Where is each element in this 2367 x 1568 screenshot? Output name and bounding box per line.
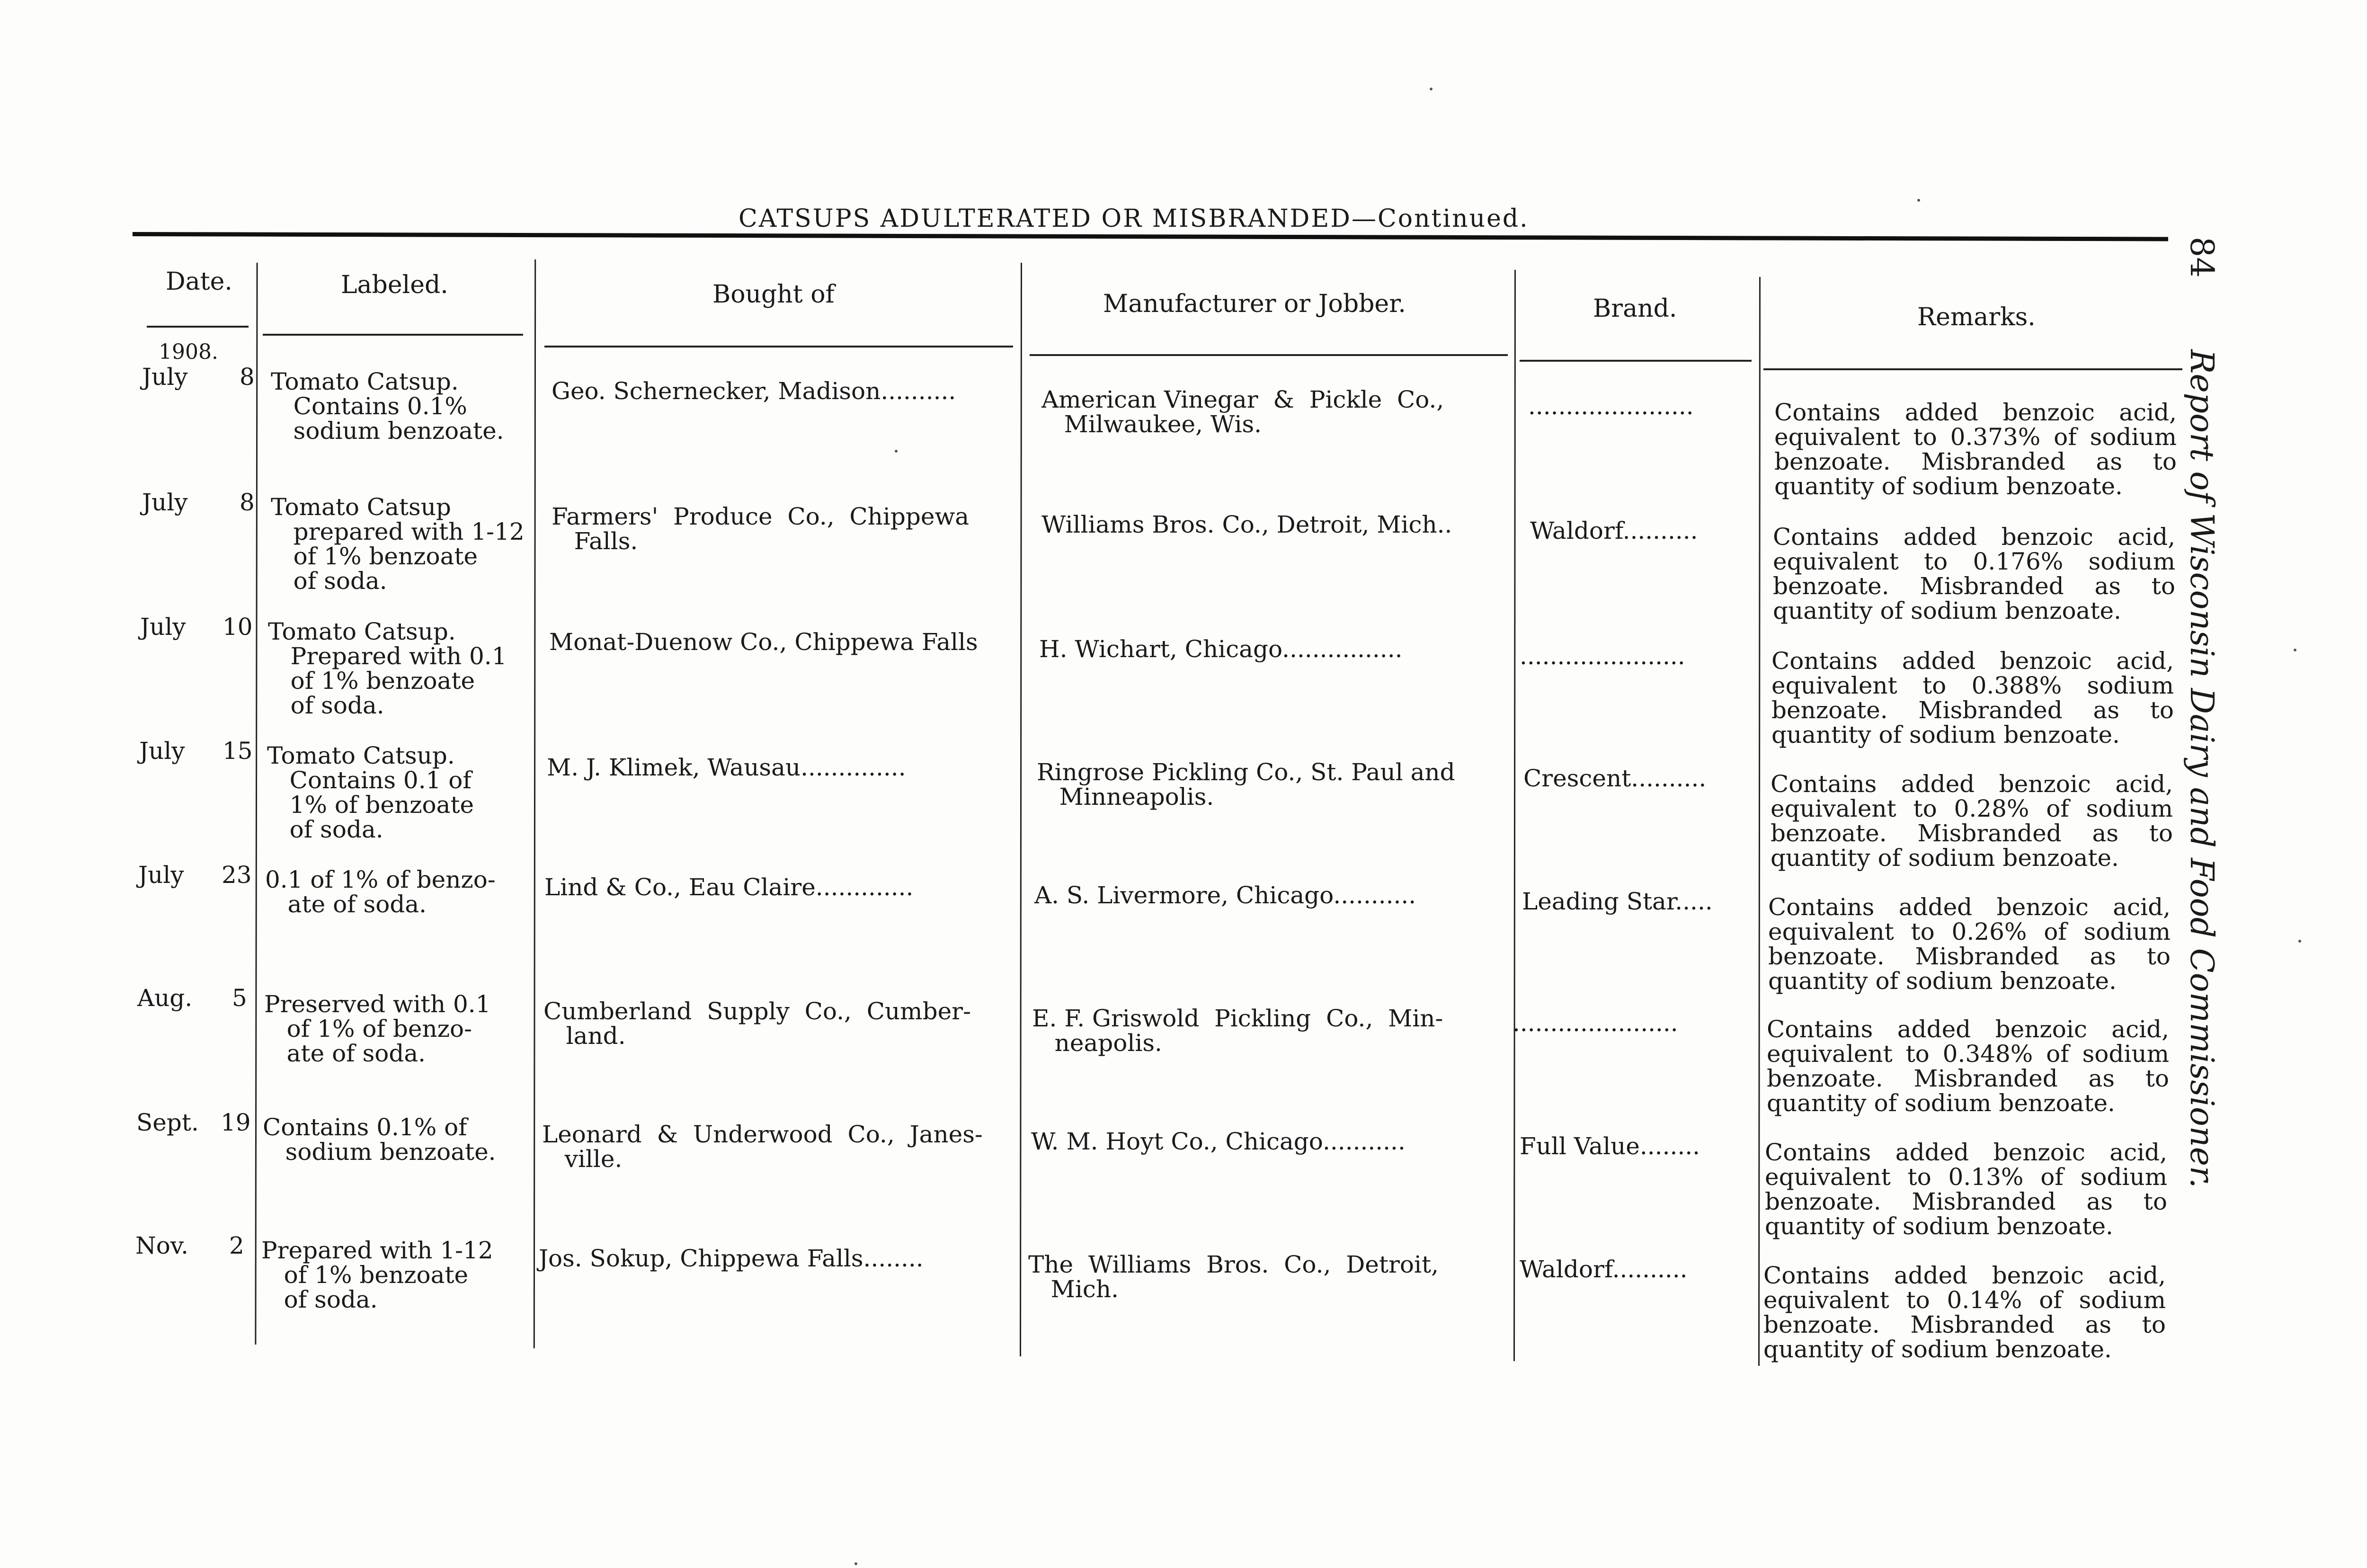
row-manufacturer: American Vinegar & Pickle Co., Milwaukee, Wis.	[1041, 386, 1444, 438]
header-rule-labeled	[263, 334, 523, 336]
page-number: 84	[2183, 237, 2220, 278]
row-brand: ......................	[1520, 642, 1685, 670]
row-bought-of: Leonard & Underwood Co., Janes- ville.	[542, 1121, 983, 1173]
header-rule-manufacturer	[1030, 354, 1508, 356]
row-date-month: July	[140, 613, 186, 641]
row-brand: ......................	[1528, 392, 1694, 420]
row-date-day: 19	[221, 1109, 251, 1136]
scan-speck	[1430, 88, 1433, 90]
row-labeled: Tomato Catsup. Contains 0.1% sodium benzoate.	[271, 368, 504, 445]
row-date-day: 2	[229, 1232, 244, 1259]
row-labeled: Contains 0.1% of sodium benzoate.	[263, 1114, 496, 1166]
row-manufacturer: A. S. Livermore, Chicago...........	[1034, 882, 1416, 909]
row-date-month: Nov.	[135, 1232, 189, 1259]
row-date-month: July	[142, 489, 188, 516]
row-labeled: Tomato Catsup. Prepared with 0.1 of 1% benzoate of soda.	[268, 618, 507, 719]
row-remarks: Contains added benzoic acid, equivalent to 0.26% of sodium benzoate. Misbranded as to quantity of sodium benzoate.	[1768, 893, 2171, 995]
scan-speck	[2294, 649, 2296, 651]
column-divider	[255, 263, 258, 1345]
row-bought-of: Lind & Co., Eau Claire.............	[544, 873, 914, 901]
row-bought-of: M. J. Klimek, Wausau..............	[547, 754, 906, 781]
row-bought-of: Cumberland Supply Co., Cumber- land.	[543, 998, 971, 1050]
row-date-day: 23	[222, 861, 252, 889]
scan-speck	[2298, 940, 2301, 943]
row-remarks: Contains added benzoic acid, equivalent to 0.388% sodium benzoate. Misbranded as to quantity of sodium benzoate.	[1771, 647, 2174, 748]
row-labeled: Tomato Catsup. Contains 0.1 of 1% of benzoate of soda.	[267, 742, 474, 843]
row-brand: Waldorf..........	[1530, 517, 1698, 544]
column-header-date: Date.	[166, 267, 232, 296]
row-bought-of: Jos. Sokup, Chippewa Falls........	[539, 1245, 924, 1272]
row-brand: Waldorf..........	[1520, 1256, 1688, 1283]
column-divider	[1513, 270, 1516, 1361]
row-bought-of: Monat-Duenow Co., Chippewa Falls	[549, 628, 978, 656]
column-divider	[1758, 277, 1761, 1366]
column-divider	[1020, 263, 1022, 1356]
row-date-day: 8	[240, 489, 255, 516]
row-manufacturer: Ringrose Pickling Co., St. Paul and Minneapolis.	[1037, 758, 1455, 811]
header-rule-remarks	[1763, 368, 2182, 370]
column-header-bought-of: Bought of	[712, 280, 835, 309]
row-remarks: Contains added benzoic acid, equivalent to 0.28% of sodium benzoate. Misbranded as to quantity of sodium benzoate.	[1771, 770, 2173, 872]
row-manufacturer: Williams Bros. Co., Detroit, Mich..	[1041, 511, 1452, 538]
scan-speck	[895, 450, 898, 453]
row-labeled: Tomato Catsup prepared with 1-12 of 1% benzoate of soda.	[271, 493, 525, 595]
row-remarks: Contains added benzoic acid, equivalent to 0.373% of sodium benzoate. Misbranded as to quantity of sodium benzoate.	[1774, 399, 2177, 500]
row-remarks: Contains added benzoic acid, equivalent to 0.176% sodium benzoate. Misbranded as to quantity of sodium benzoate.	[1773, 523, 2175, 624]
row-date-month: July	[142, 363, 188, 391]
row-date-month: Sept.	[136, 1109, 199, 1136]
row-brand: Full Value........	[1520, 1132, 1700, 1160]
row-brand: Leading Star.....	[1522, 888, 1713, 915]
row-date-day: 5	[232, 984, 247, 1012]
column-header-remarks: Remarks.	[1917, 303, 2036, 331]
caption-rule	[133, 232, 2168, 241]
header-rule-brand	[1520, 360, 1752, 362]
year-label: 1908.	[159, 340, 218, 364]
column-header-manufacturer: Manufacturer or Jobber.	[1103, 290, 1406, 318]
row-date-month: Aug.	[137, 984, 193, 1012]
row-brand: Crescent..........	[1523, 765, 1707, 792]
row-date-month: July	[138, 861, 184, 889]
row-date-day: 10	[222, 613, 253, 641]
row-labeled: 0.1 of 1% of benzo- ate of soda.	[265, 866, 496, 918]
row-brand: ......................	[1513, 1009, 1678, 1037]
running-head	[2183, 237, 2220, 1326]
column-header-labeled: Labeled.	[341, 271, 448, 299]
row-manufacturer: The Williams Bros. Co., Detroit, Mich.	[1028, 1251, 1439, 1303]
row-bought-of: Geo. Schernecker, Madison..........	[552, 377, 956, 405]
column-header-brand: Brand.	[1593, 294, 1677, 323]
column-divider	[534, 259, 536, 1348]
running-title: Report of Wisconsin Dairy and Food Commissioner.	[2183, 349, 2220, 1188]
table-caption: CATSUPS ADULTERATED OR MISBRANDED—Continued.	[739, 205, 1529, 233]
row-remarks: Contains added benzoic acid, equivalent to 0.14% of sodium benzoate. Misbranded as to quantity of sodium benzoate.	[1763, 1262, 2166, 1363]
row-remarks: Contains added benzoic acid, equivalent to 0.348% of sodium benzoate. Misbranded as to quantity of sodium benzoate.	[1767, 1016, 2169, 1117]
row-labeled: Preserved with 0.1 of 1% of benzo- ate of soda.	[264, 990, 491, 1067]
scan-speck	[854, 1562, 857, 1565]
row-manufacturer: E. F. Griswold Pickling Co., Min- neapolis.	[1032, 1005, 1443, 1057]
row-manufacturer: H. Wichart, Chicago................	[1039, 635, 1403, 663]
row-manufacturer: W. M. Hoyt Co., Chicago...........	[1031, 1128, 1406, 1155]
row-bought-of: Farmers' Produce Co., Chippewa Falls.	[552, 503, 970, 555]
scan-speck	[1917, 199, 1920, 202]
row-labeled: Prepared with 1-12 of 1% benzoate of soda.	[261, 1237, 493, 1313]
header-rule-bought-of	[544, 346, 1013, 347]
row-remarks: Contains added benzoic acid, equivalent to 0.13% of sodium benzoate. Misbranded as to quantity of sodium benzoate.	[1765, 1139, 2167, 1240]
row-date-month: July	[139, 737, 185, 765]
row-date-day: 8	[240, 363, 255, 391]
header-rule-date	[147, 326, 249, 328]
row-date-day: 15	[222, 737, 253, 765]
